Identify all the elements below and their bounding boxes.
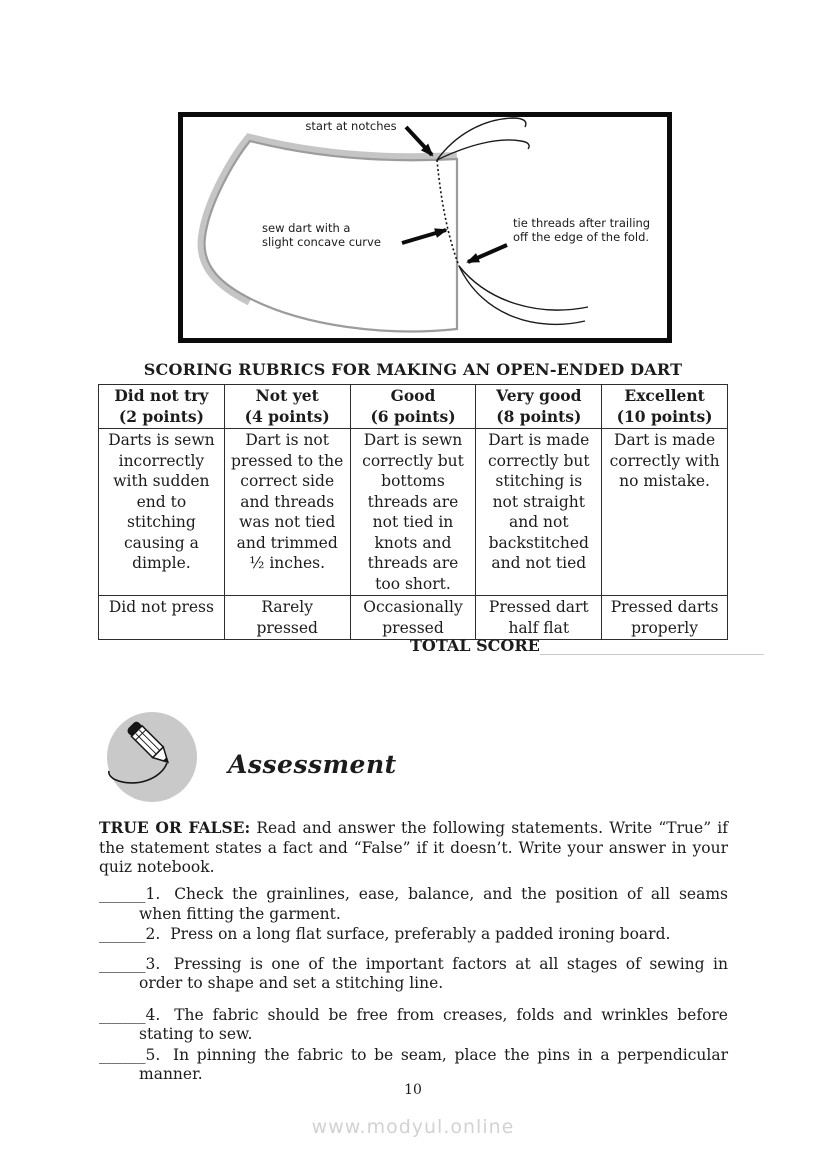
quiz-instructions-label: TRUE OR FALSE: [99, 818, 251, 837]
diagram-label-tie-threads-line2: off the edge of the fold. [513, 230, 650, 244]
watermark: www.modyul.online [311, 1116, 515, 1138]
item-number: 3. [145, 954, 161, 973]
rubric-cell: Occasionally pressed [350, 596, 476, 640]
item-text: In pinning the fabric to be seam, place the pins in a perpendicular manner. [139, 1045, 728, 1083]
pencil-icon [106, 711, 199, 804]
item-number: 5. [145, 1045, 161, 1064]
rubric-col-very-good [476, 385, 602, 429]
rubric-cell: Dart is made correctly but stitching is not straight and not backstitched and not tied [476, 429, 602, 596]
answer-blank: ______ [99, 1045, 146, 1064]
rubric-cell: Did not press [99, 596, 225, 640]
diagram-label-sew-dart-line1: sew dart with a [262, 221, 351, 235]
arrow-tie-threads [468, 245, 507, 262]
dart-diagram-figure [178, 112, 672, 343]
assessment-heading: Assessment [228, 750, 397, 779]
quiz-instructions [99, 818, 728, 878]
col-label: Very good [496, 386, 582, 405]
answer-blank: ______ [99, 1005, 146, 1024]
dart-diagram-svg [183, 117, 667, 338]
rubric-col-good [350, 385, 476, 429]
arrow-start-at-notches [406, 127, 432, 155]
col-label: Excellent [624, 386, 705, 405]
answer-blank: ______ [99, 925, 146, 943]
col-label: Not yet [255, 386, 319, 405]
quiz-item-3 [99, 955, 728, 994]
quiz-item-1 [99, 885, 728, 924]
rubric-cell: Dart is not pressed to the correct side and threads was not tied and trimmed ½ inches. [224, 429, 350, 596]
col-points: (6 points) [370, 406, 456, 426]
item-number: 2. [145, 925, 161, 943]
quiz-list [99, 885, 728, 1085]
rubric-cell: Rarely pressed [224, 596, 350, 640]
quiz-instructions-text: Read and answer the following statements. Write “True” if the statement states a fact and “False” if it doesn’t. Write your answer in your quiz notebook. [99, 819, 728, 876]
total-score-label: TOTAL SCORE [410, 636, 540, 655]
rubric-col-did-not-try [99, 385, 225, 429]
item-text: Press on a long flat surface, preferably a padded ironing board. [170, 925, 671, 943]
item-text: Check the grainlines, ease, balance, and the position of all seams when fitting the garment. [139, 885, 728, 923]
rubric-title: SCORING RUBRICS FOR MAKING AN OPEN-ENDED DART [143, 360, 683, 379]
rubric-cell: Dart is made correctly with no mistake. [602, 429, 728, 596]
thread-bottom-1 [459, 266, 588, 310]
total-score-blank-line: ____________________________ [539, 636, 764, 655]
total-score [410, 636, 764, 655]
item-number: 1. [145, 885, 161, 903]
quiz-item-4 [99, 1006, 728, 1045]
answer-blank: ______ [99, 954, 146, 973]
rubric-col-excellent [602, 385, 728, 429]
col-label: Good [390, 386, 436, 405]
col-label: Did not try [114, 386, 209, 405]
thread-bottom-2 [459, 266, 585, 324]
diagram-label-tie-threads-line1: tie threads after trailing [513, 216, 651, 230]
rubric-row-pressing [99, 596, 728, 640]
diagram-label-start-at-notches: start at notches [305, 119, 397, 133]
col-points: (8 points) [496, 406, 582, 426]
diagram-label-sew-dart-line2: slight concave curve [262, 235, 381, 249]
rubric-cell: Dart is sewn correctly but bottoms threads are not tied in knots and threads are too short. [350, 429, 476, 596]
rubric-cell: Pressed dart half flat [476, 596, 602, 640]
rubric-cell: Darts is sewn incorrectly with sudden end to stitching causing a dimple. [99, 429, 225, 596]
col-points: (2 points) [118, 406, 204, 426]
quiz-item-2 [99, 925, 728, 945]
answer-blank: ______ [99, 885, 146, 903]
col-points: (4 points) [244, 406, 330, 426]
scoring-rubric-table [98, 384, 728, 640]
rubric-row-sewing [99, 429, 728, 596]
rubric-header-row [99, 385, 728, 429]
item-number: 4. [145, 1005, 161, 1024]
item-text: The fabric should be free from creases, folds and wrinkles before stating to sew. [139, 1005, 728, 1043]
rubric-col-not-yet [224, 385, 350, 429]
col-points: (10 points) [616, 406, 713, 426]
quiz-item-5 [99, 1046, 728, 1085]
rubric-cell: Pressed darts properly [602, 596, 728, 640]
item-text: Pressing is one of the important factors at all stages of sewing in order to shape and set a stitching line. [139, 954, 728, 992]
page-number: 10 [404, 1082, 422, 1098]
